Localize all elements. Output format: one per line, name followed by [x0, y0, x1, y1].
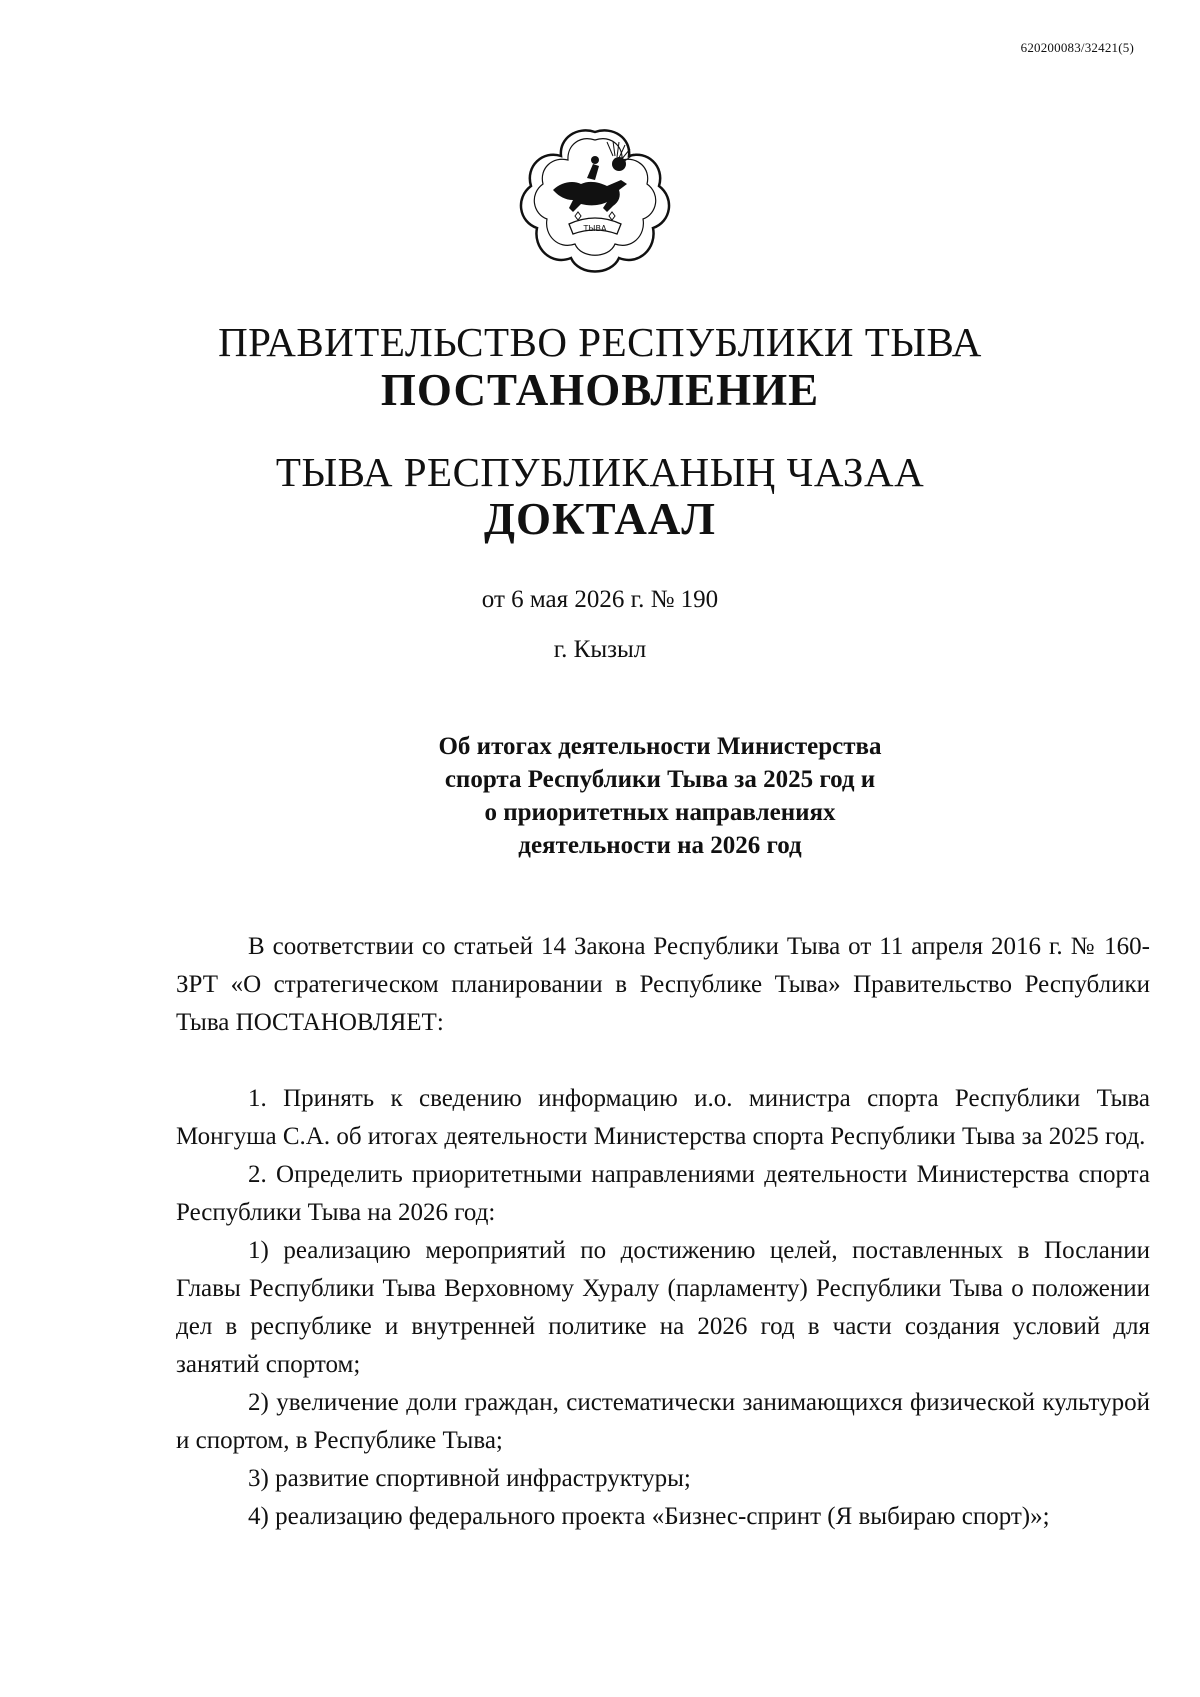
subitem-3-paragraph: 3) развитие спортивной инфраструктуры;: [248, 1465, 691, 1492]
document-subject: [380, 730, 940, 862]
subject-line: Об итогах деятельности Министерства: [438, 733, 882, 760]
document-id: 620200083/32421(5): [1020, 40, 1134, 55]
subitem-4-paragraph: 4) реализацию федерального проекта «Бизнес-спринт (Я выбираю спорт)»;: [248, 1503, 1050, 1530]
document-date-number: от 6 мая 2026 г. № 190: [481, 586, 719, 613]
item-2-paragraph: 2. Определить приоритетными направлениями деятельности Министерства спорта Республики Тыва на 2026 год:: [176, 1161, 1150, 1226]
subject-line: деятельности на 2026 год: [518, 832, 802, 859]
tuva-coat-of-arms-icon: [515, 120, 675, 280]
government-title-tyv: ТЫВА РЕСПУБЛИКАНЫҢ ЧАЗАА: [275, 449, 925, 495]
subitem-1-paragraph: 1) реализацию мероприятий по достижению целей, поставленных в Послании Главы Республики Тыва Верховному Хуралу (парламенту) Республики Тыва о положении дел в республике и внутренней политике на 2026 год в части создания условий для занятий спортом;: [176, 1237, 1150, 1378]
subject-line: спорта Республики Тыва за 2025 год и: [444, 766, 876, 793]
emblem-ribbon-text: ТЫВА: [583, 224, 607, 233]
item-1-paragraph: 1. Принять к сведению информацию и.о. министра спорта Республики Тыва Монгуша С.А. об итогах деятельности Министерства спорта Республики Тыва за 2025 год.: [176, 1085, 1150, 1150]
document-type-ru: ПОСТАНОВЛЕНИЕ: [380, 365, 820, 415]
document-city: г. Кызыл: [553, 636, 647, 663]
subject-line: о приоритетных направлениях: [484, 799, 836, 826]
document-body: [176, 928, 1150, 1536]
preamble-paragraph: В соответствии со статьей 14 Закона Республики Тыва от 11 апреля 2016 г. № 160-ЗРТ «О стратегическом планировании в Республике Тыва» Правительство Республики Тыва ПОСТАНОВЛЯЕТ:: [176, 933, 1150, 1036]
government-title-ru: ПРАВИТЕЛЬСТВО РЕСПУБЛИКИ ТЫВА: [218, 319, 982, 365]
subitem-2-paragraph: 2) увеличение доли граждан, систематически занимающихся физической культурой и спортом, в Республике Тыва;: [176, 1389, 1150, 1454]
document-type-tyv: ДОКТААЛ: [484, 494, 716, 544]
